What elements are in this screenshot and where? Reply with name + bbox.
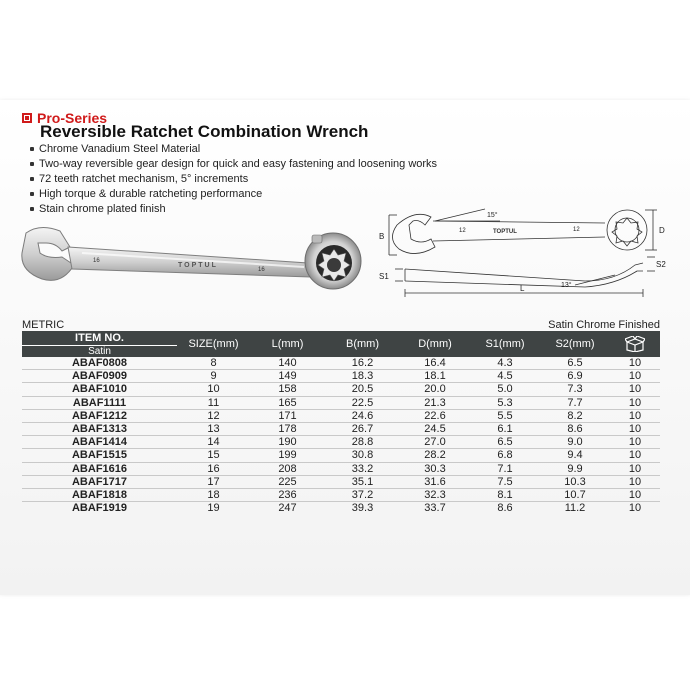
table-cell: 10: [628, 502, 642, 515]
table-cell: 10: [610, 422, 660, 435]
table-cell: 18.1: [400, 370, 470, 383]
table-cell: 4.5: [470, 370, 540, 383]
product-title: Reversible Ratchet Combination Wrench: [40, 122, 369, 141]
table-cell: 19: [207, 502, 220, 515]
table-cell: 236: [250, 488, 325, 501]
table-cell: 30.3: [400, 462, 470, 475]
table-cell: 17: [177, 475, 250, 488]
table-row: [22, 422, 660, 435]
table-row: [22, 357, 660, 370]
table-row: [22, 436, 660, 449]
metric-label: METRIC: [22, 319, 65, 331]
table-cell: 22.6: [400, 409, 470, 422]
table-cell: 247: [278, 502, 297, 515]
table-cell: 22.5: [325, 396, 400, 409]
photo-size-left: 16: [93, 258, 100, 264]
table-cell: 8.2: [540, 409, 610, 422]
diagram-handle-text: TOPTUL: [493, 229, 517, 235]
table-cell: 10: [610, 383, 660, 396]
item-number-cell: ABAF0808: [22, 357, 177, 370]
item-number-cell: ABAF1717: [22, 475, 177, 488]
table-cell: 10.7: [540, 488, 610, 501]
dimension-diagram: [375, 195, 670, 305]
feature-item: Two-way reversible gear design for quick and easy fastening and loosening works: [30, 157, 437, 172]
table-cell: 20.0: [400, 383, 470, 396]
table-cell: 10: [610, 396, 660, 409]
table-cell: 21.3: [400, 396, 470, 409]
table-cell: 35.1: [325, 475, 400, 488]
table-cell: 10: [610, 475, 660, 488]
table-row: [22, 383, 660, 396]
brand-square-icon: [22, 113, 32, 123]
table-cell: 7.1: [470, 462, 540, 475]
table-row: [22, 488, 660, 501]
table-cell: 26.7: [325, 422, 400, 435]
item-number-cell: ABAF1818: [22, 488, 177, 501]
column-header: S2(mm): [540, 331, 610, 357]
table-cell: 6.5: [540, 357, 610, 370]
table-cell: 10: [610, 357, 660, 370]
feature-item: 72 teeth ratchet mechanism, 5° increments: [30, 172, 437, 187]
diagram-angle-bottom: 13°: [561, 282, 572, 289]
table-row: [22, 396, 660, 409]
table-row: [22, 462, 660, 475]
table-cell: 33.2: [325, 462, 400, 475]
item-number-cell: ABAF1616: [22, 462, 177, 475]
table-cell: 33.7: [424, 502, 446, 515]
table-cell: 10: [610, 462, 660, 475]
table-cell: 8.6: [540, 422, 610, 435]
table-cell: 28.2: [400, 449, 470, 462]
photo-handle-text: TOPTUL: [178, 262, 218, 269]
table-cell: 10: [610, 370, 660, 383]
item-number-cell: ABAF1919: [71, 502, 128, 515]
table-cell: 5.3: [470, 396, 540, 409]
table-cell: 20.5: [325, 383, 400, 396]
table-cell: 4.3: [470, 357, 540, 370]
column-header: B(mm): [325, 331, 400, 357]
table-row: [22, 449, 660, 462]
table-cell: 5.5: [470, 409, 540, 422]
table-cell: 27.0: [400, 436, 470, 449]
table-cell: 8: [177, 357, 250, 370]
column-header: L(mm): [250, 331, 325, 357]
feature-item: Stain chrome plated finish: [30, 202, 437, 217]
table-cell: 208: [250, 462, 325, 475]
table-cell: 32.3: [400, 488, 470, 501]
diagram-label-d: D: [659, 226, 665, 235]
table-cell: 5.0: [470, 383, 540, 396]
table-cell: 37.2: [325, 488, 400, 501]
column-header-qty: [610, 331, 660, 357]
table-cell: 30.8: [325, 449, 400, 462]
item-number-cell: ABAF1414: [22, 436, 177, 449]
table-cell: 9: [177, 370, 250, 383]
column-header: SIZE(mm): [177, 331, 250, 357]
item-number-cell: ABAF1313: [22, 422, 177, 435]
table-cell: 10: [610, 409, 660, 422]
diagram-size-left: 12: [459, 228, 466, 234]
wrench-photo: [18, 225, 363, 295]
table-cell: 11: [177, 396, 250, 409]
table-header-row: [22, 331, 660, 357]
item-number-cell: ABAF0909: [22, 370, 177, 383]
feature-item: Chrome Vanadium Steel Material: [30, 142, 437, 157]
table-cell: 12: [177, 409, 250, 422]
table-cell: 31.6: [400, 475, 470, 488]
item-number-cell: ABAF1010: [22, 383, 177, 396]
table-cell: 7.7: [540, 396, 610, 409]
table-cell: 158: [250, 383, 325, 396]
table-cell: 6.8: [470, 449, 540, 462]
finish-label: Satin Chrome Finished: [548, 319, 660, 331]
table-cell: 15: [177, 449, 250, 462]
table-cell: 16.2: [325, 357, 400, 370]
table-cell: 24.5: [400, 422, 470, 435]
table-cell: 8.1: [470, 488, 540, 501]
table-cell: 149: [250, 370, 325, 383]
table-cell: 6.9: [540, 370, 610, 383]
table-cell: 10: [610, 488, 660, 501]
table-row: [22, 475, 660, 488]
table-cell: 225: [250, 475, 325, 488]
table-cell: 16.4: [400, 357, 470, 370]
table-cell: 10.3: [540, 475, 610, 488]
table-cell: 39.3: [351, 502, 374, 515]
table-cell: 7.3: [540, 383, 610, 396]
table-cell: 140: [250, 357, 325, 370]
table-body: [22, 357, 660, 514]
table-cell: 9.9: [540, 462, 610, 475]
table-row: [22, 409, 660, 422]
diagram-angle-top: 15°: [487, 212, 498, 219]
column-header: S1(mm): [470, 331, 540, 357]
table-cell: 24.6: [325, 409, 400, 422]
spec-table: [22, 331, 660, 514]
brand-label: Pro-Series: [37, 110, 108, 126]
table-row: [22, 370, 660, 383]
table-cell: 7.5: [470, 475, 540, 488]
table-cell: 10: [610, 449, 660, 462]
box-icon: [625, 336, 645, 352]
table-cell: 165: [250, 396, 325, 409]
table-cell: 28.8: [325, 436, 400, 449]
diagram-label-l: L: [520, 284, 525, 293]
diagram-label-b: B: [379, 232, 385, 241]
item-number-cell: ABAF1111: [22, 396, 177, 409]
table-cell: 18.3: [325, 370, 400, 383]
table-row: [22, 502, 660, 515]
diagram-label-s2: S2: [656, 260, 666, 269]
diagram-size-right: 12: [573, 227, 580, 233]
table-cell: 199: [250, 449, 325, 462]
diagram-label-s1: S1: [379, 272, 389, 281]
feature-item: High torque & durable ratcheting performance: [30, 187, 437, 202]
table-cell: 8.6: [497, 502, 513, 515]
table-cell: 178: [250, 422, 325, 435]
table-cell: 6.5: [470, 436, 540, 449]
column-header: D(mm): [400, 331, 470, 357]
table-cell: 10: [610, 436, 660, 449]
item-number-cell: ABAF1212: [22, 409, 177, 422]
table-cell: 14: [177, 436, 250, 449]
photo-size-right: 16: [258, 267, 265, 273]
table-cell: 11.2: [564, 502, 586, 515]
item-number-cell: ABAF1515: [22, 449, 177, 462]
table-cell: 9.4: [540, 449, 610, 462]
item-header-cell: [22, 331, 177, 357]
table-cell: 9.0: [540, 436, 610, 449]
table-cell: 6.1: [470, 422, 540, 435]
table-cell: 190: [250, 436, 325, 449]
item-header: ITEM NO.: [22, 331, 177, 346]
table-cell: 10: [177, 383, 250, 396]
table-cell: 18: [177, 488, 250, 501]
table-cell: 16: [177, 462, 250, 475]
table-cell: 171: [250, 409, 325, 422]
item-subheader: Satin: [88, 346, 111, 357]
table-cell: 13: [177, 422, 250, 435]
